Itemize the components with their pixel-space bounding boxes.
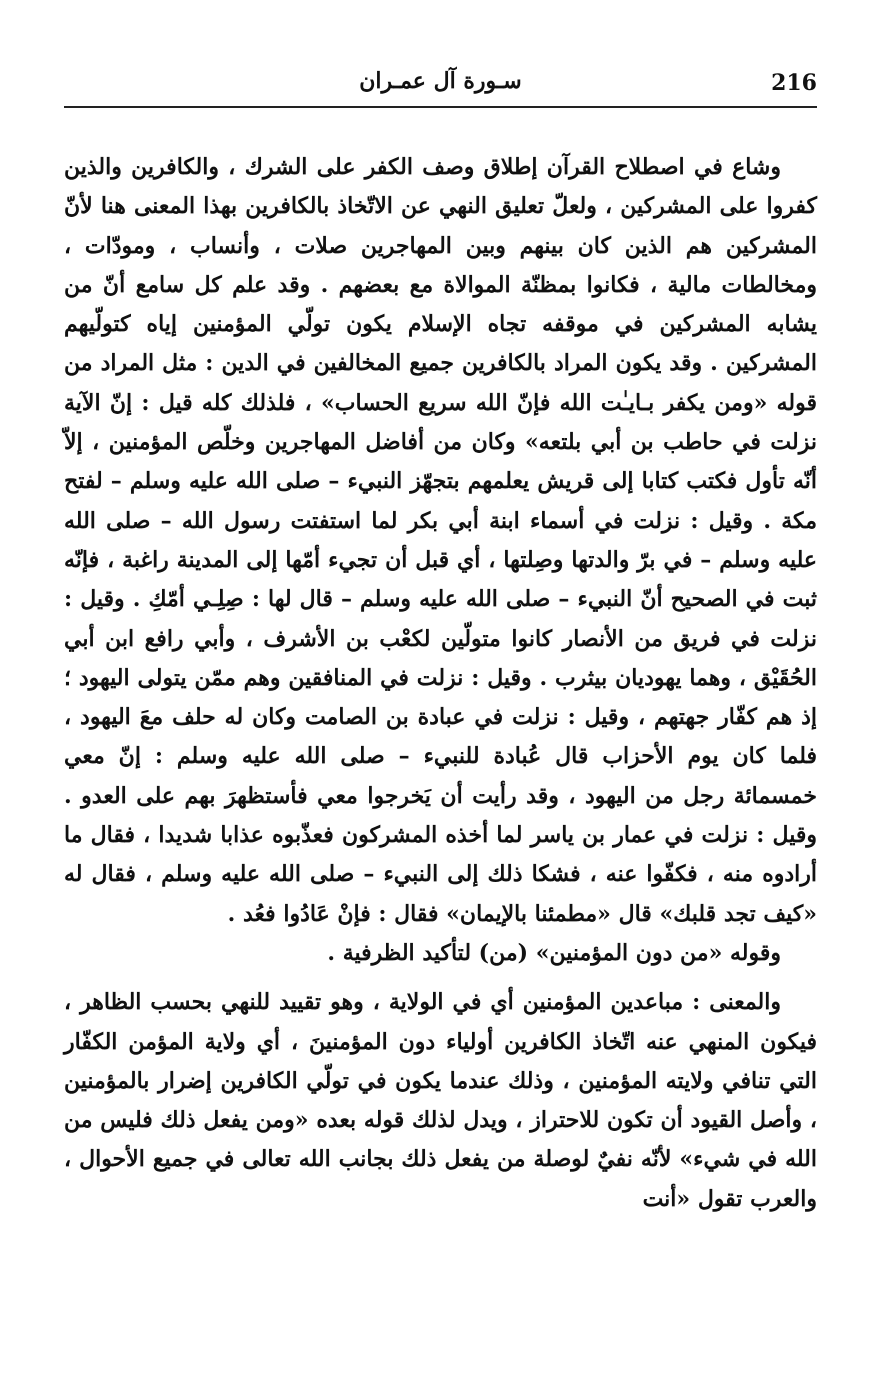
paragraph-3: والمعنى : مباعدين المؤمنين أي في الولاية ، وهو تقييد للنهي بحسب الظاهر ، فيكون المنهي عنه اتّخاذ الكافرين أولياء دون المؤمنينَ ، أي ولاية المؤمن الكفّار التي تنافي ولايته المؤمنين ، وذلك عندما يكون في تولّي الكافرين إضرار بالمؤمنين ، وأصل القيود أن تكون للاحتراز ، ويدل لذلك قوله بعده «ومن يفعل ذلك فليس من الله في شيء» لأنّه نفيٌ لوصلة من يفعل ذلك بجانب الله تعالى في جميع الأحوال ، والعرب تقول «أنت xyxy=(64,989,817,1212)
body-text xyxy=(64,148,817,1219)
header-rule xyxy=(64,106,817,108)
running-head-title: سـورة آل عمـران xyxy=(359,68,522,94)
paragraph-1: وشاع في اصطلاح القرآن إطلاق وصف الكفر على الشرك ، والكافرين والذين كفروا على المشركين ، ولعلّ تعليق النهي عن الاتّخاذ بالكافرين بهذا المعنى هنا لأنّ المشركين هم الذين كان بينهم وبين المهاجرين صلات ، وأنساب ، ومودّات ، ومخالطات مالية ، فكانوا بمظنّة الموالاة مع بعضهم . وقد علم كل سامع أنّ من يشابه المشركين في موقفه تجاه الإسلام يكون تولّي المؤمنين إياه كتولّيهم المشركين . وقد يكون المراد بالكافرين جميع المخالفين في الدين : مثل المراد من قوله «ومن يكفر بـايـٰت الله فإنّ الله سريع الحساب» ، فلذلك كله قيل : إنّ الآية نزلت في حاطب بن أبي بلتعه» وكان من أفاضل المهاجرين وخلّص المؤمنين ، إلاّ أنّه تأول فكتب كتابا إلى قريش يعلمهم بتجهّز النبيء – صلى الله عليه وسلم – لفتح مكة . وقيل : نزلت في أسماء ابنة أبي بكر لما استفتت رسول الله – صلى الله عليه وسلم – في برّ والدتها وصِلتها ، أي قبل أن تجيء أمّها إلى المدينة راغبة ، فإنّه ثبت في الصحيح أنّ النبيء – صلى الله عليه وسلم – قال لها : صِلِـي أمّكِ . وقيل : نزلت في فريق من الأنصار كانوا متولّين لكعْب بن الأشرف ، وأبي رافع ابن أبي الحُقَيْق ، وهما يهوديان بيثرب . وقيل : نزلت في المنافقين وهم ممّن يتولى اليهود ؛ إذ هم كفّار جهتهم ، وقيل : نزلت في عبادة بن الصامت وكان له حلف معَ اليهود ، فلما كان يوم الأحزاب قال عُبادة للنبيء – صلى الله عليه وسلم : إنّ معي خمسمائة رجل من اليهود ، وقد رأيت أن يَخرجوا معي فأستظهرَ بهم على العدو . وقيل : نزلت في عمار بن ياسر لما أخذه المشركون فعذّبوه عذابا شديدا ، فقال ما أرادوه منه ، فكفّوا عنه ، فشكا ذلك إلى النبيء – صلى الله عليه وسلم ، فقال له «كيف تجد قلبك» قال «مطمئنا بالإيمان» فقال : فإنْ عَادُوا فعُد . xyxy=(64,154,817,927)
paragraph-2: وقوله «من دون المؤمنين» (من) لتأكيد الظرفية . xyxy=(327,939,781,966)
page-number: 216 xyxy=(771,70,817,96)
page-header xyxy=(64,62,817,108)
